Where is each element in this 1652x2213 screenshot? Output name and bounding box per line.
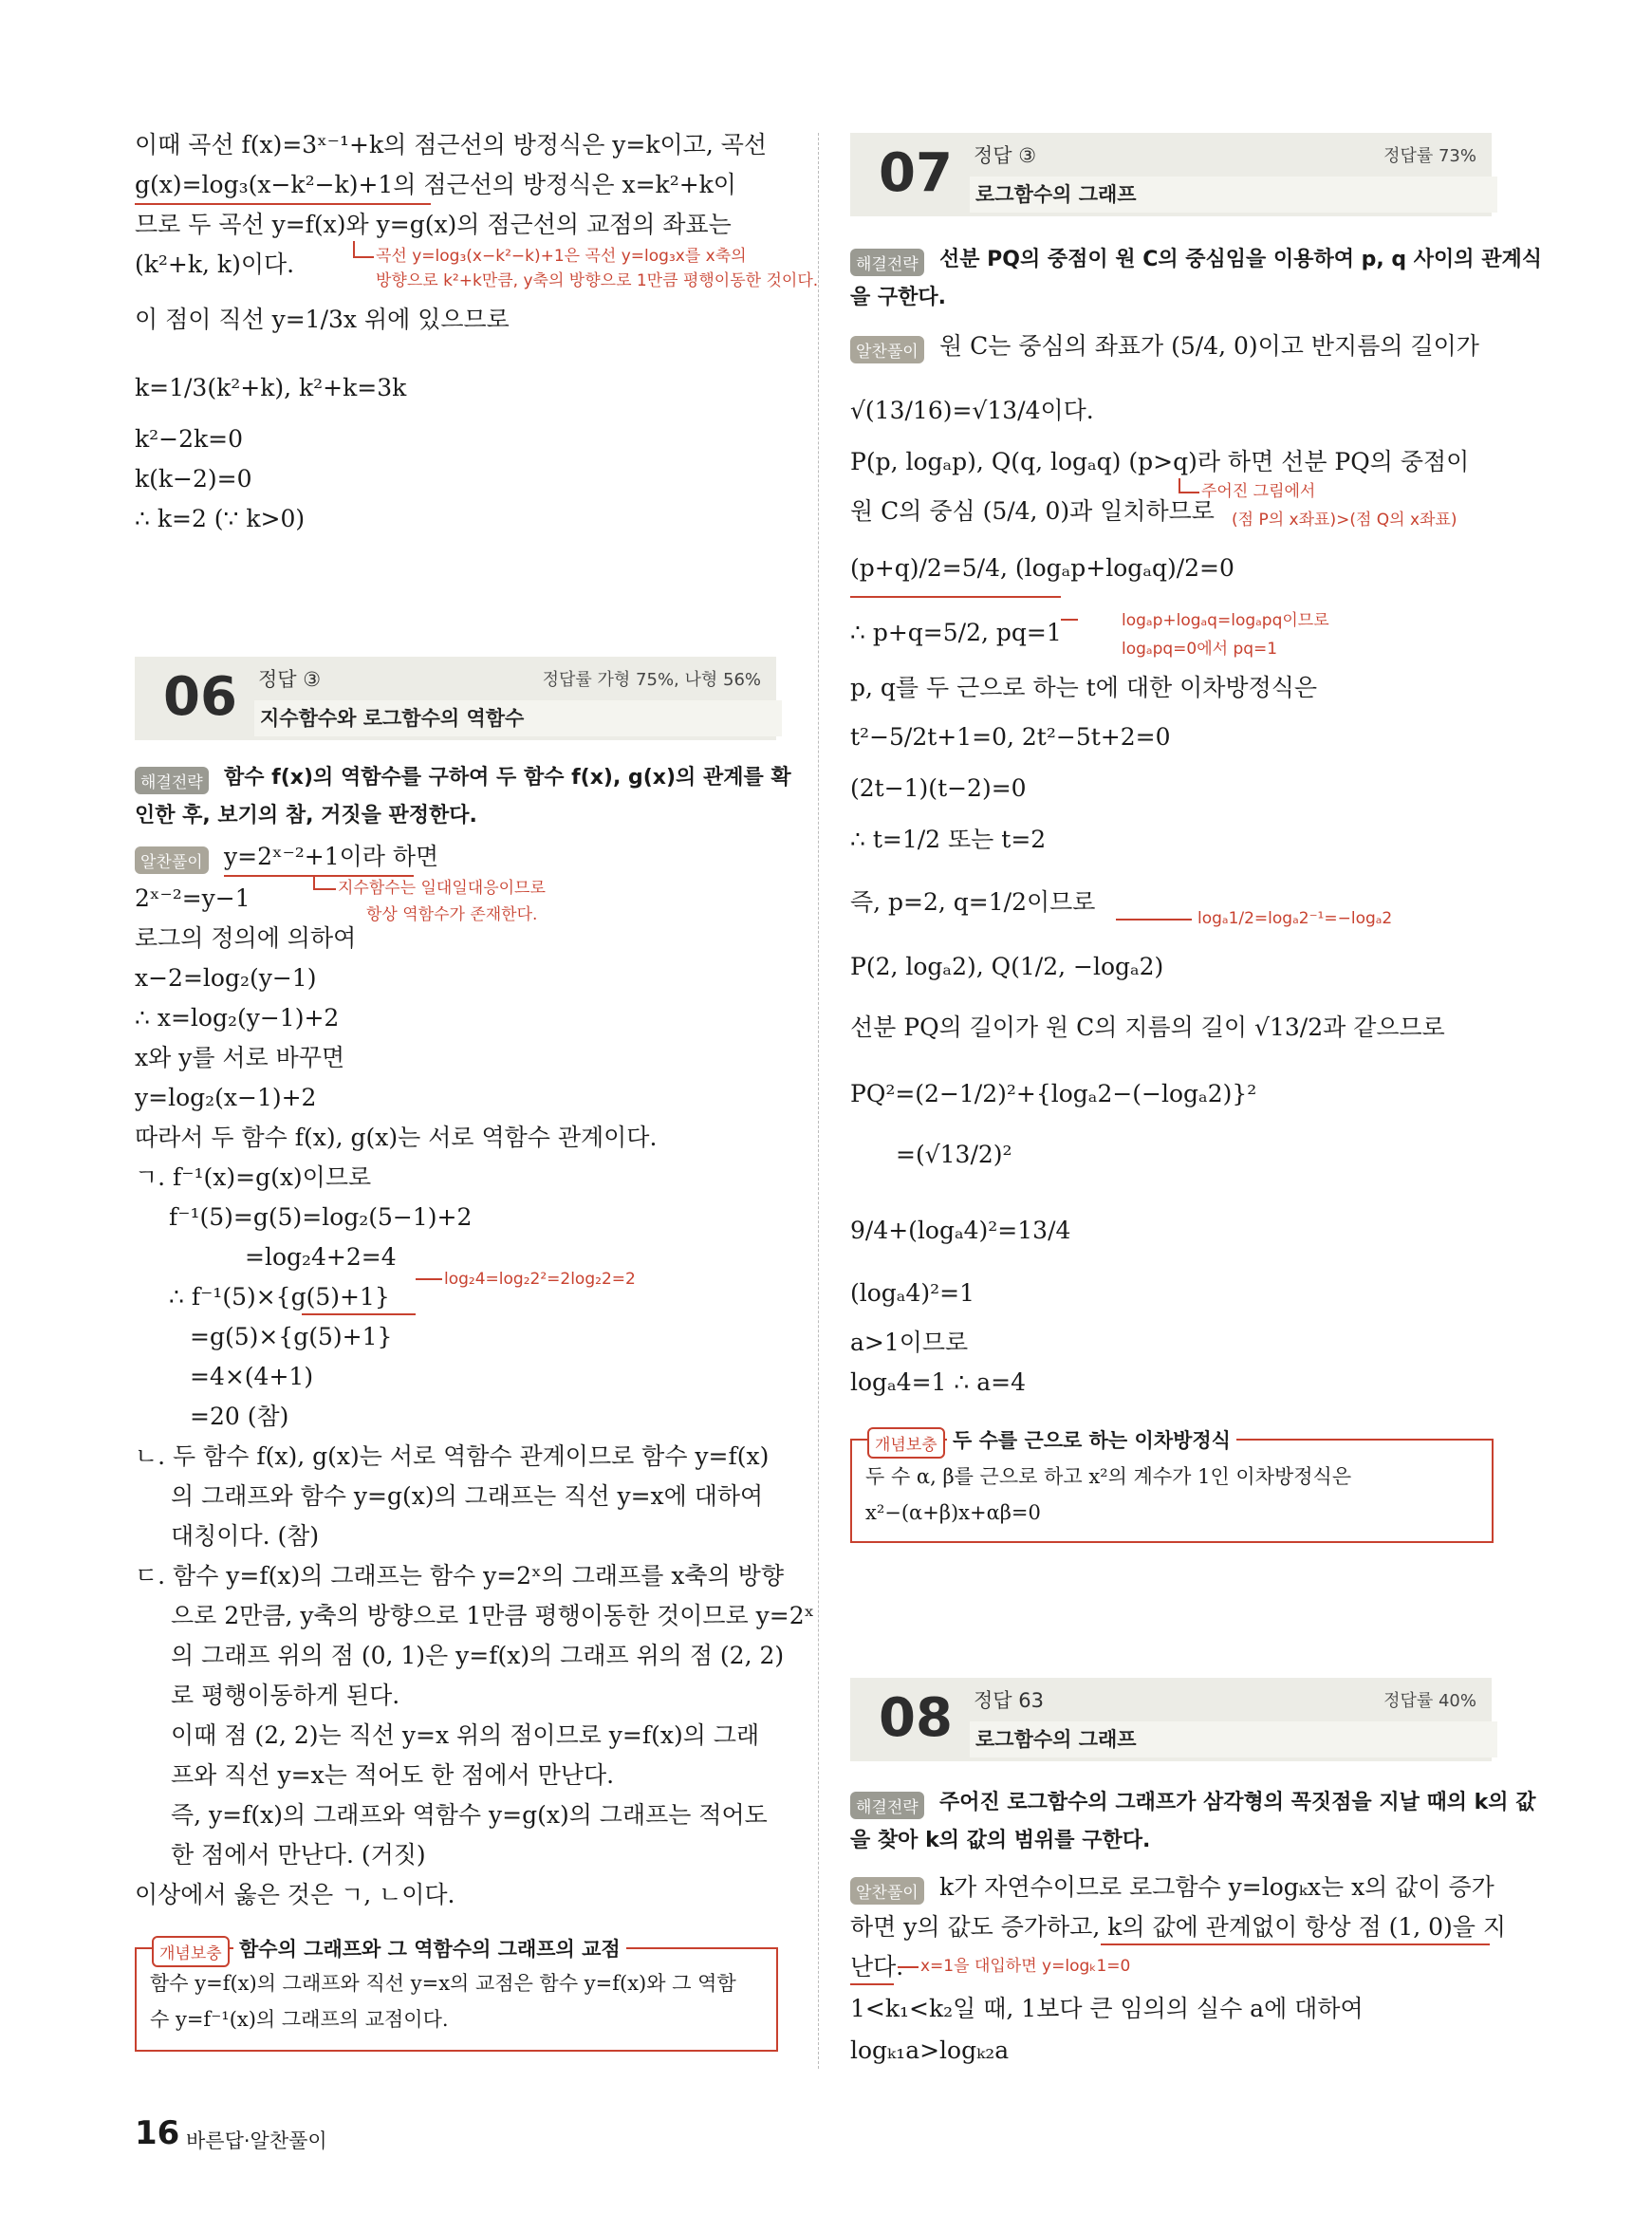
strategy-line: 주어진 로그함수의 그래프가 삼각형의 꼭짓점을 지날 때의 k의 값 bbox=[939, 1791, 1536, 1814]
intro-line: (k²+k, k)이다. bbox=[135, 251, 295, 278]
concept-badge: 개념보충 bbox=[867, 1427, 945, 1459]
strategy-badge: 해결전략 bbox=[850, 249, 924, 276]
page-number: 16 bbox=[135, 2114, 180, 2152]
underline bbox=[1101, 1943, 1490, 1945]
solution-line: =20 (참) bbox=[190, 1403, 289, 1430]
solution-line: 한 점에서 만난다. (거짓) bbox=[171, 1841, 426, 1869]
solution-line: 이때 점 (2, 2)는 직선 y=x 위의 점이므로 y=f(x)의 그래 bbox=[171, 1721, 760, 1749]
intro-note-line: 방향으로 k²+k만큼, y축의 방향으로 1만큼 평행이동한 것이다. bbox=[376, 271, 819, 290]
solution-line: 따라서 두 함수 f(x), g(x)는 서로 역함수 관계이다. bbox=[135, 1124, 658, 1151]
solution-line: ∴ x=log₂(y−1)+2 bbox=[135, 1004, 340, 1032]
solution-line: 이상에서 옳은 것은 ㄱ, ㄴ이다. bbox=[135, 1881, 455, 1908]
underline bbox=[302, 1313, 416, 1315]
strategy-badge: 해결전략 bbox=[850, 1792, 924, 1819]
solution-line: 9/4+(logₐ4)²=13/4 bbox=[850, 1217, 1071, 1244]
solution-line: y=2ˣ⁻²+1이라 하면 bbox=[224, 843, 439, 870]
question-number: 06 bbox=[163, 666, 237, 728]
strategy-line: 을 구한다. bbox=[850, 286, 947, 309]
solution-line: PQ²=(2−1/2)²+{logₐ2−(−logₐ2)}² bbox=[850, 1080, 1257, 1107]
note-line: logₐ1/2=logₐ2⁻¹=−logₐ2 bbox=[1197, 909, 1393, 928]
question-number: 07 bbox=[879, 142, 953, 204]
solution-line: √(13/16)=√13/4이다. bbox=[850, 397, 1094, 424]
solution-line: 즉, p=2, q=1/2이므로 bbox=[850, 888, 1096, 916]
solution-line: logₐ4=1 ∴ a=4 bbox=[850, 1368, 1027, 1396]
intro-line: g(x)=log₃(x−k²−k)+1의 점근선의 방정식은 x=k²+k이 bbox=[135, 171, 736, 198]
strategy-badge: 해결전략 bbox=[135, 767, 209, 794]
note-line: logₐpq=0에서 pq=1 bbox=[1122, 640, 1278, 659]
strategy-line: 선분 PQ의 중점이 원 C의 중심임을 이용하여 p, q 사이의 관계식 bbox=[939, 248, 1542, 271]
intro2-line: k²−2k=0 bbox=[135, 425, 244, 453]
solution-badge: 알찬풀이 bbox=[850, 1877, 924, 1905]
underline bbox=[135, 203, 431, 205]
solution-line: f⁻¹(5)=g(5)=log₂(5−1)+2 bbox=[169, 1203, 473, 1231]
solution-line: 프와 직선 y=x는 적어도 한 점에서 만난다. bbox=[171, 1761, 615, 1789]
note-arrow bbox=[898, 1966, 919, 1968]
intro2-line: k=1/3(k²+k), k²+k=3k bbox=[135, 374, 407, 401]
solution-line: 1<k₁<k₂일 때, 1보다 큰 임의의 실수 a에 대하여 bbox=[850, 1995, 1364, 2022]
solution-line: =(√13/2)² bbox=[896, 1141, 1012, 1168]
solution-badge: 알찬풀이 bbox=[850, 336, 924, 363]
answer-label: 정답 ③ bbox=[974, 144, 1037, 167]
concept-line: x²−(α+β)x+αβ=0 bbox=[865, 1501, 1041, 1524]
solution-line: ∴ f⁻¹(5)×{g(5)+1} bbox=[169, 1283, 390, 1311]
solution-line: 난다. bbox=[850, 1953, 904, 1981]
answer-label: 정답 ③ bbox=[258, 668, 322, 691]
solution-line: x−2=log₂(y−1) bbox=[135, 964, 317, 992]
solution-line: =g(5)×{g(5)+1} bbox=[190, 1323, 393, 1350]
intro-line: 므로 두 곡선 y=f(x)와 y=g(x)의 점근선의 교점의 좌표는 bbox=[135, 211, 732, 238]
concept-title: 함수의 그래프와 그 역함수의 그래프의 교점 bbox=[233, 1934, 626, 1962]
note-line: 주어진 그림에서 bbox=[1201, 482, 1316, 501]
intro-line: 이때 곡선 f(x)=3ˣ⁻¹+k의 점근선의 방정식은 y=k이고, 곡선 bbox=[135, 131, 768, 158]
strategy-line: 인한 후, 보기의 참, 거짓을 판정한다. bbox=[135, 804, 477, 828]
solution-badge: 알찬풀이 bbox=[135, 846, 209, 874]
note-arrow bbox=[416, 1278, 442, 1280]
strategy-line: 함수 f(x)의 역함수를 구하여 두 함수 f(x), g(x)의 관계를 확 bbox=[224, 766, 791, 790]
concept-line: 두 수 α, β를 근으로 하고 x²의 계수가 1인 이차방정식은 bbox=[865, 1465, 1352, 1488]
concept-line: 함수 y=f(x)의 그래프와 직선 y=x의 교점은 함수 y=f(x)와 그 역함 bbox=[150, 1972, 736, 1995]
solution-line: t²−5/2t+1=0, 2t²−5t+2=0 bbox=[850, 723, 1171, 751]
note-arrow bbox=[353, 241, 374, 258]
note-arrow bbox=[313, 875, 336, 890]
solution-line: p, q를 두 근으로 하는 t에 대한 이차방정식은 bbox=[850, 674, 1318, 701]
strategy-line: 을 찾아 k의 값의 범위를 구한다. bbox=[850, 1829, 1151, 1852]
correct-rate: 정답률 73% bbox=[1383, 146, 1476, 166]
note-arrow bbox=[1179, 478, 1199, 493]
intro2-line: ∴ k=2 (∵ k>0) bbox=[135, 505, 306, 532]
note-line: (점 P의 x좌표)>(점 Q의 x좌표) bbox=[1232, 511, 1457, 530]
footer-text: 바른답·알찬풀이 bbox=[186, 2129, 327, 2152]
note-line: log₂4=log₂2²=2log₂2=2 bbox=[444, 1270, 636, 1289]
column-divider bbox=[818, 133, 819, 2069]
solution-line: x와 y를 서로 바꾸면 bbox=[135, 1044, 345, 1071]
solution-line: (logₐ4)²=1 bbox=[850, 1279, 974, 1307]
solution-line: P(p, logₐp), Q(q, logₐq) (p>q)라 하면 선분 PQ의 중점이 bbox=[850, 448, 1470, 475]
correct-rate: 정답률 가형 75%, 나형 56% bbox=[542, 670, 761, 690]
solution-line: 즉, y=f(x)의 그래프와 역함수 y=g(x)의 그래프는 적어도 bbox=[171, 1801, 768, 1829]
note-line: x=1을 대입하면 y=logₖ1=0 bbox=[920, 1957, 1131, 1976]
solution-line: 로 평행이동하게 된다. bbox=[171, 1682, 400, 1709]
correct-rate: 정답률 40% bbox=[1383, 1691, 1476, 1711]
solution-line: 로그의 정의에 의하여 bbox=[135, 924, 357, 952]
concept-badge: 개념보충 bbox=[152, 1936, 230, 1967]
solution-line: ∴ p+q=5/2, pq=1 bbox=[850, 619, 1062, 646]
solution-line: P(2, logₐ2), Q(1/2, −logₐ2) bbox=[850, 953, 1164, 980]
solution-line: k가 자연수이므로 로그함수 y=logₖx는 x의 값이 증가 bbox=[939, 1873, 1494, 1901]
solution-line: 의 그래프 위의 점 (0, 1)은 y=f(x)의 그래프 위의 점 (2, 2) bbox=[171, 1642, 785, 1669]
solution-line: ㄷ. 함수 y=f(x)의 그래프는 함수 y=2ˣ의 그래프를 x축의 방향 bbox=[135, 1562, 784, 1590]
concept-box bbox=[135, 1947, 778, 2052]
solution-line: ∴ t=1/2 또는 t=2 bbox=[850, 826, 1047, 853]
underline bbox=[850, 596, 1061, 598]
question-title: 지수함수와 로그함수의 역함수 bbox=[254, 700, 782, 736]
solution-line: 대칭이다. (참) bbox=[171, 1522, 320, 1550]
intro2-line: k(k−2)=0 bbox=[135, 465, 252, 493]
solution-line: (2t−1)(t−2)=0 bbox=[850, 774, 1027, 802]
question-header-07 bbox=[850, 133, 1492, 216]
question-title: 로그함수의 그래프 bbox=[970, 1721, 1497, 1757]
solution-line: 원 C의 중심 (5/4, 0)과 일치하므로 bbox=[850, 497, 1215, 525]
underline bbox=[850, 1983, 894, 1985]
solution-line: 원 C는 중심의 좌표가 (5/4, 0)이고 반지름의 길이가 bbox=[939, 332, 1479, 360]
solution-line: (p+q)/2=5/4, (logₐp+logₐq)/2=0 bbox=[850, 554, 1234, 582]
question-header-08 bbox=[850, 1678, 1492, 1761]
solution-line: =log₂4+2=4 bbox=[245, 1243, 397, 1271]
solution-line: a>1이므로 bbox=[850, 1329, 969, 1356]
question-title: 로그함수의 그래프 bbox=[970, 177, 1497, 213]
solution-line: 2ˣ⁻²=y−1 bbox=[135, 884, 251, 912]
solution-line: 으로 2만큼, y축의 방향으로 1만큼 평행이동한 것이므로 y=2ˣ bbox=[171, 1602, 815, 1629]
concept-line: 수 y=f⁻¹(x)의 그래프의 교점이다. bbox=[150, 2008, 449, 2031]
note-arrow bbox=[1061, 598, 1078, 621]
note-arrow bbox=[1116, 919, 1192, 921]
solution-line: 하면 y의 값도 증가하고, k의 값에 관계없이 항상 점 (1, 0)을 지 bbox=[850, 1913, 1507, 1941]
concept-title: 두 수를 근으로 하는 이차방정식 bbox=[947, 1425, 1236, 1454]
solution-line: logₖ₁a>logₖ₂a bbox=[850, 2036, 1010, 2064]
solution-line: =4×(4+1) bbox=[190, 1363, 314, 1390]
note-line: 항상 역함수가 존재한다. bbox=[366, 905, 538, 924]
note-line: logₐp+logₐq=logₐpq이므로 bbox=[1122, 611, 1329, 630]
question-header-06 bbox=[135, 657, 776, 740]
solution-line: y=log₂(x−1)+2 bbox=[135, 1084, 317, 1111]
answer-label: 정답 63 bbox=[974, 1689, 1044, 1712]
solution-line: 선분 PQ의 길이가 원 C의 지름의 길이 √13/2과 같으므로 bbox=[850, 1014, 1445, 1041]
intro2-line: 이 점이 직선 y=1/3x 위에 있으므로 bbox=[135, 306, 510, 333]
question-number: 08 bbox=[879, 1687, 953, 1749]
note-line: 지수함수는 일대일대응이므로 bbox=[338, 879, 546, 898]
solution-line: 의 그래프와 함수 y=g(x)의 그래프는 직선 y=x에 대하여 bbox=[171, 1482, 764, 1510]
solution-line: ㄴ. 두 함수 f(x), g(x)는 서로 역함수 관계이므로 함수 y=f(x) bbox=[135, 1442, 770, 1470]
solution-line: ㄱ. f⁻¹(x)=g(x)이므로 bbox=[135, 1163, 372, 1191]
intro-note-line: 곡선 y=log₃(x−k²−k)+1은 곡선 y=log₃x를 x축의 bbox=[376, 247, 747, 266]
